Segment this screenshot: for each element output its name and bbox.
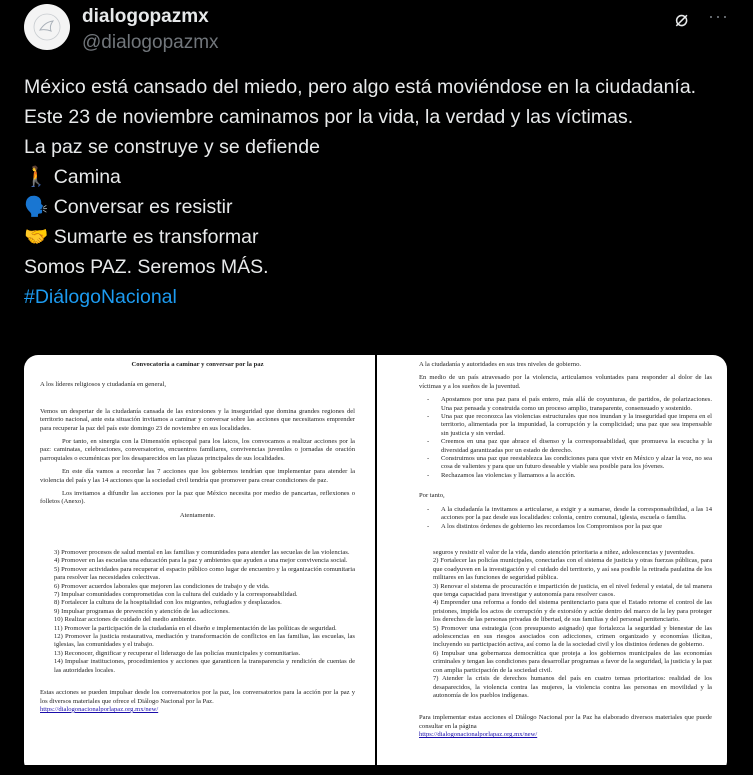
doc-link: https://dialogonacionalporlapaz.org.mx/new/ [419, 731, 538, 739]
hashtag-link[interactable]: #DiálogoNacional [24, 286, 177, 308]
doc-list-item: 3) Renovar el sistema de procuración e impartición de justicia, en el nivel federal y estatal, de tal manera que tenga capacidad para investigar y autonomía para resolver casos. [433, 582, 712, 599]
doc-bullet: - Creemos en una paz que abrace el disenso y la corresponsabilidad, que promueva la escucha y la diversidad garantizadas por un estado de derecho. [441, 438, 712, 455]
doc-paragraph: Por tanto, [419, 492, 445, 500]
tweet-line: 🤝 Sumarte es transformar [24, 226, 259, 248]
doc-list-item: 12) Promover la justicia restaurativa, mediación y transformación de conflictos en las familias, las escuelas, las iglesias, las comunidades y el trabajo. [54, 633, 355, 649]
doc-paragraph: Los invitamos a difundir las acciones por la paz que México necesita por medio de pancartas, reflexiones o folletos (Anexo). [40, 490, 355, 506]
doc-bullet: - Rechazamos las violencias y llamamos a la acción. [441, 472, 712, 480]
doc-list-item: 7) Atender la crisis de derechos humanos del país en cuatro temas prioritarios: realidad de los desaparecidos, la violencia contra las mujeres, la violencia contra las personas en movilidad y la autonomía de los pueblos indígenas. [433, 675, 712, 699]
doc-paragraph: Vemos un despertar de la ciudadanía cansada de las extorsiones y la inseguridad que domina grandes regiones del territorio nacional, ante esta situación invitamos a caminar y conversar sobre las acciones que necesitamos emprender para recuperar la paz del país este domingo 23 de noviembre en sus localidades. [40, 407, 355, 432]
doc-list-item: 11) Promover la participación de la ciudadanía en el diseño e implementación de las políticas de seguridad. [54, 624, 337, 632]
tweet-line: Somos PAZ. Seremos MÁS. [24, 256, 269, 278]
avatar[interactable] [24, 4, 70, 50]
slashed-circle-icon[interactable]: ⌀ [675, 6, 689, 31]
tweet-line: 🗣️ Conversar es resistir [24, 196, 233, 218]
tweet-line: La paz se construye y se defiende [24, 136, 320, 158]
doc-title: Convocatoria a caminar y conversar por la paz [131, 361, 264, 368]
doc-list-item: 2) Fortalecer las policías municipales, conectarlas con el sistema de justicia y otras fuerzas públicas, para que coadyuven en la investigación y el cuidado del territorio, y así sea posible la retirada paulatina de los militares en las funciones de seguridad pública. [433, 557, 712, 582]
doc-paragraph: En medio de un país atravesado por la violencia, articulamos voluntades para responder al dolor de las víctimas y a los sueños de la juventud. [419, 374, 712, 390]
tweet-line: 🚶 Camina [24, 166, 121, 188]
user-handle[interactable]: @dialogopazmx [82, 32, 219, 53]
tweet-line: Este 23 de noviembre caminamos por la vida, la verdad y las víctimas. [24, 106, 634, 128]
doc-paragraph: Por tanto, en sinergia con la Dimensión episcopal para los laicos, los convocamos a realizar acciones por la paz: caminatas, celebraciones, conversatorios, encuentros familiares, convivencias juveniles o jornadas de oración parroquiales o ecuménicas por los desaparecidos en las plazas principales de sus localidades. [40, 438, 355, 462]
doc-list-item: 9) Impulsar programas de prevención y atención de las adicciones. [54, 607, 230, 615]
image-acciones-sociedad[interactable] [24, 549, 375, 765]
doc-list-item: 8) Fortalecer la cultura de la hospitalidad con los migrantes, refugiados y desplazados. [54, 599, 282, 607]
ellipsis-icon[interactable]: ··· [708, 6, 729, 26]
dove-logo-icon [32, 12, 62, 42]
doc-paragraph: seguros y resistir el valor de la vida, dando atención prioritaria a niñez, adolescencias y juventudes. [433, 549, 695, 556]
doc-paragraph: En este día vamos a recordar las 7 acciones que los gobiernos tendrían que implementar para atender la violencia del país y las 14 acciones que la sociedad civil tendría que promover para crear condiciones de paz. [40, 468, 355, 484]
doc-bullet: - Una paz que reconozca las violencias estructurales que nos inundan y la inseguridad que impera en el territorio, alimentada por la impunidad, la corrupción y la complicidad; una paz que sea impensable sin justicia y sin verdad. [441, 413, 712, 438]
image-convocatoria[interactable] [24, 355, 375, 553]
image-acciones-gobierno[interactable] [377, 549, 727, 765]
tweet-line: México está cansado del miedo, pero algo está moviéndose en la ciudadanía. [24, 76, 697, 98]
doc-list-item: 6) Impulsar una gobernanza democrática que proteja a los gobiernos municipales de las economías criminales y tengan las condiciones para desarrollar programas a favor de la seguridad, la justicia y la paz con amplia participación de la sociedad civil. [433, 649, 712, 674]
doc-list-item: 3) Promover procesos de salud mental en las familias y comunidades para atender las secuelas de las violencias. [54, 549, 350, 556]
doc-list-item: 5) Promover una estrategia (con presupuesto asignado) que fortalezca la seguridad y bienestar de las adolescencias en sus riesgos asociados con adicciones, crimen organizado y economías ilícitas, incluyendo su participación activa, así como la de la sociedad civil y los distintos órdenes de gobierno. [433, 624, 712, 649]
doc-paragraph: Para implementar estas acciones el Diálogo Nacional por la Paz ha elaborado diversos materiales que puede consultar en la página [419, 714, 712, 730]
doc-bullet: - A los distintos órdenes de gobierno les recordamos los Compromisos por la paz que [441, 523, 712, 531]
doc-list-item: 13) Reconocer, dignificar y recuperar el liderazgo de las policías municipales y comunitarias. [54, 649, 301, 657]
doc-link: https://dialogonacionalporlapaz.org.mx/new/ [40, 705, 159, 713]
doc-list-item: 5) Promover actividades para recuperar el espacio público como lugar de encuentro y la organización comunitaria para resolver las necesidades colectivas. [54, 565, 355, 582]
display-name[interactable]: dialogopazmx [82, 6, 209, 27]
doc-list-item: 10) Realizar acciones de cuidado del medio ambiente. [54, 616, 197, 624]
image-ciudadania[interactable] [377, 355, 727, 553]
doc-list-item: 4) Promover en las escuelas una educación para la paz y ambientes que ayuden a una mejor convivencia social. [54, 557, 348, 565]
doc-closing: Atentamente. [179, 511, 216, 519]
doc-greeting: A los líderes religiosos y ciudadanía en general, [40, 381, 166, 389]
doc-bullet: - Construimos una paz que reestablezca las condiciones para que vivir en México y alzar la voz, no sea cosa de valientes y para que un futuro deseable y viable sea posible para los jóvenes. [441, 455, 712, 472]
doc-bullet: - Apostamos por una paz para el país entero, más allá de coyunturas, de partidos, de polarizaciones. Una paz pensada y construida como un proceso amplio, transparente, consensuado y sostenido. [441, 396, 712, 413]
doc-list-item: 7) Impulsar comunidades comprometidas con la cultura del cuidado y la corresponsabilidad. [54, 591, 298, 599]
media-grid [24, 355, 727, 775]
doc-list-item: 4) Emprender una reforma a fondo del sistema penitenciario para que el Estado retome el control de las prisiones, impida los actos de corrupción y de extorsión y actúe dentro del marco de la ley para proteger los derechos de las personas privadas de libertad, de sus familias y del personal penitenciario. [433, 599, 712, 624]
tweet-text [24, 72, 734, 312]
doc-greeting: A la ciudadanía y autoridades en sus tres niveles de gobierno. [419, 361, 582, 368]
doc-paragraph: Estas acciones se pueden impulsar desde los conversatorios por la paz, los conversatorios para la acción por la paz y los diversos materiales que ofrece el Diálogo Nacional por la Paz. [40, 689, 355, 705]
doc-list-item: 6) Promover acuerdos laborales que mejoren las condiciones de trabajo y de vida. [54, 582, 270, 590]
doc-bullet: - A la ciudadanía la invitamos a articularse, a exigir y a sumarse, desde la corresponsabilidad, a las 14 acciones por la paz desde sus localidades: colonia, centro comunal, iglesia, escuela o familia. [441, 506, 712, 523]
doc-list-item: 14) Impulsar instituciones, procedimientos y acciones que garanticen la transparencia y rendición de cuentas de las autoridades locales. [54, 658, 355, 674]
